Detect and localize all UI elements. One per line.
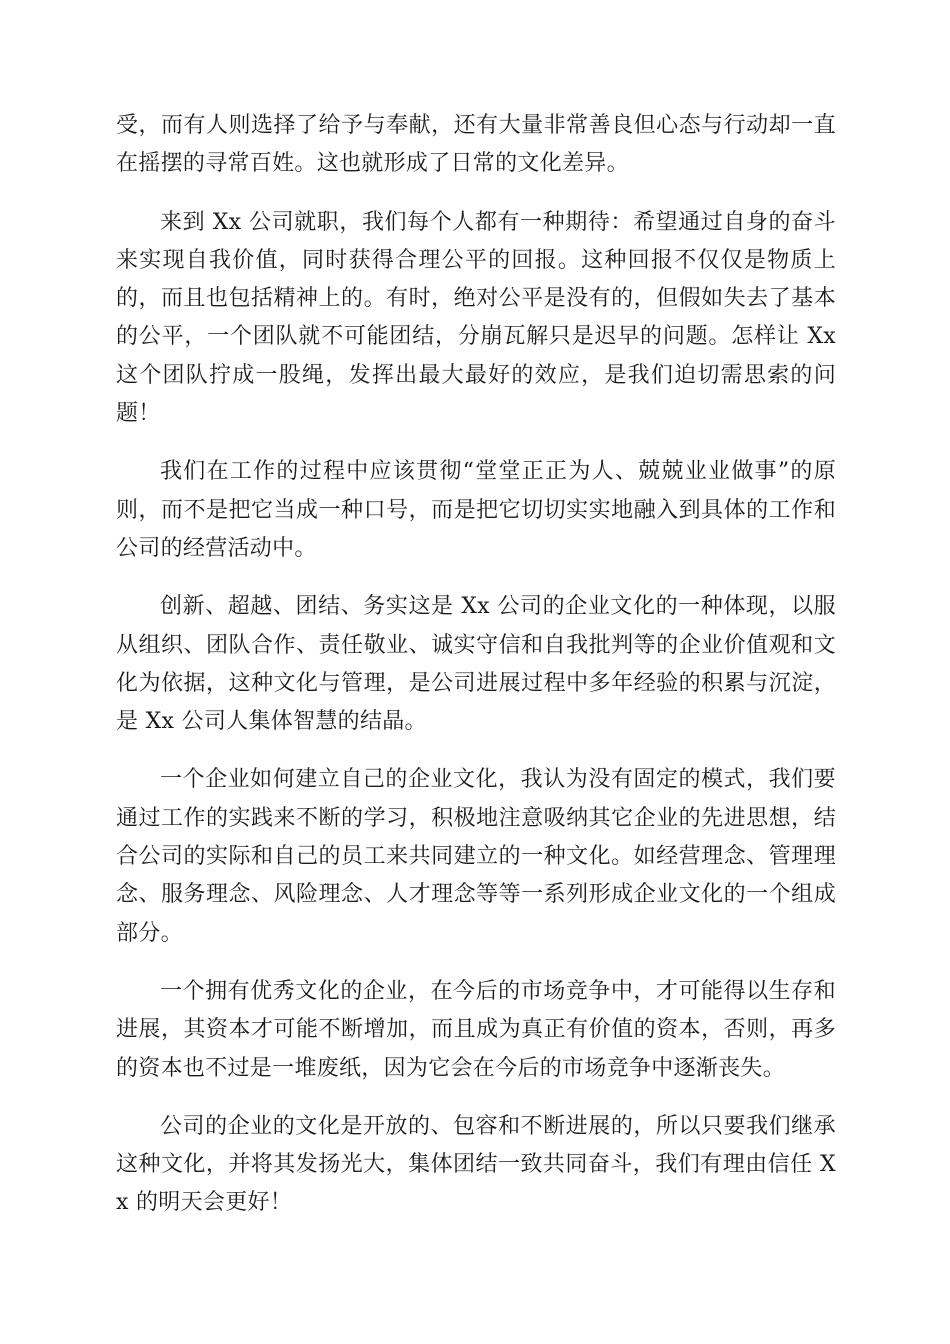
paragraph: 创新、超越、团结、务实这是 Xx 公司的企业文化的一种体现，以服从组织、团队合作、责任敬业、诚实守信和自我批判等的企业价值观和文化为依据，这种文化与管理，是公司进展过程中多年经验的积累与沉淀，是 Xx 公司人集体智慧的结晶。 [116,594,836,735]
paragraph: 一个拥有优秀文化的企业，在今后的市场竞争中，才可能得以生存和进展，其资本才可能不断增加，而且成为真正有价值的资本，否则，再多的资本也不过是一堆废纸，因为它会在今后的市场竞争中逐渐丧失。 [116,978,836,1081]
paragraph: 一个企业如何建立自己的企业文化，我认为没有固定的模式，我们要通过工作的实践来不断的学习，积极地注意吸纳其它企业的先进思想，结合公司的实际和自己的员工来共同建立的一种文化。如经营理念、管理理念、服务理念、风险理念、人才理念等等一系列形成企业文化的一个组成部分。 [116,767,836,946]
paragraph: 公司的企业的文化是开放的、包容和不断进展的，所以只要我们继承这种文化，并将其发扬光大，集体团结一致共同奋斗，我们有理由信任 Xx 的明天会更好！ [116,1113,836,1216]
paragraph: 我们在工作的过程中应该贯彻“堂堂正正为人、兢兢业业做事”的原则，而不是把它当成一种口号，而是把它切切实实地融入到具体的工作和公司的经营活动中。 [116,459,836,561]
paragraph-continuation: 受，而有人则选择了给予与奉献，还有大量非常善良但心态与行动却一直在摇摆的寻常百姓。这也就形成了日常的文化差异。 [116,113,836,177]
document-body [116,107,836,1243]
paragraph: 来到 Xx 公司就职，我们每个人都有一种期待：希望通过自身的奋斗来实现自我价值，同时获得合理公平的回报。这种回报不仅仅是物质上的，而且也包括精神上的。有时，绝对公平是没有的，但假如失去了基本的公平，一个团队就不可能团结，分崩瓦解只是迟早的问题。怎样让 Xx 这个团队拧成一股绳，发挥出最大最好的效应，是我们迫切需思索的问题！ [116,209,836,427]
